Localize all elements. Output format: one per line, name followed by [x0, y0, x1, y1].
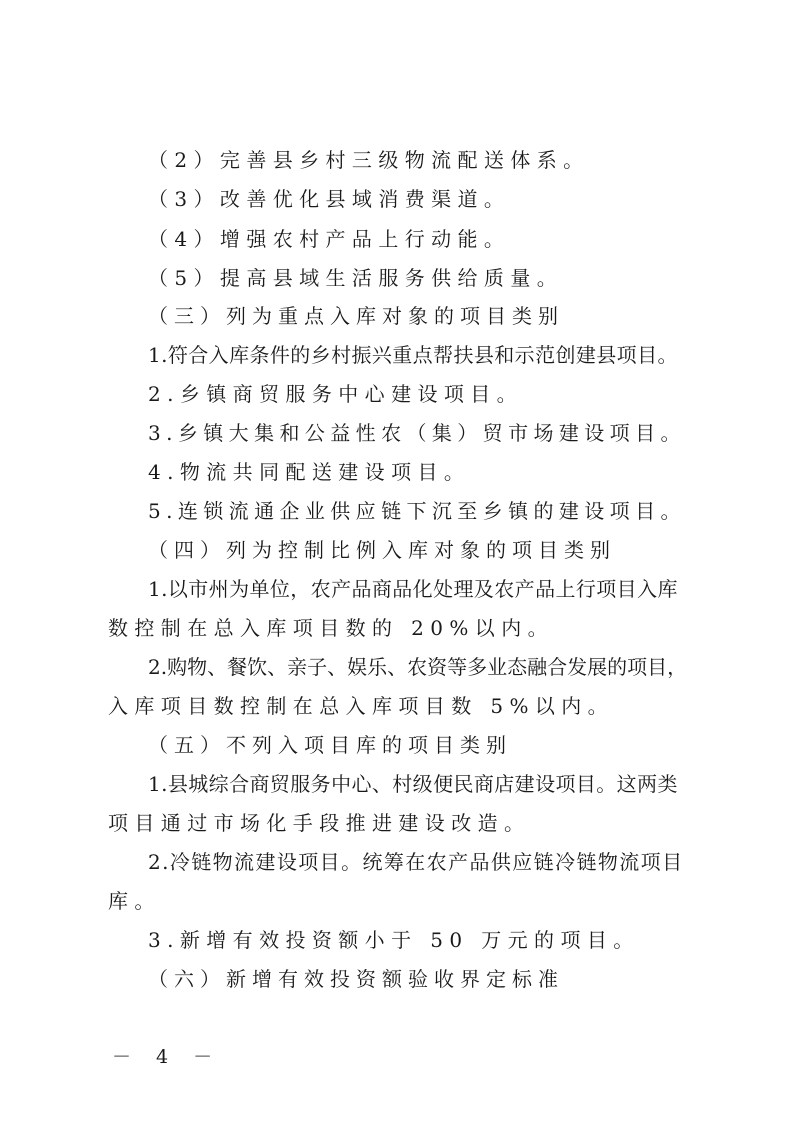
text-line: （2）完善县乡村三级物流配送体系。 [148, 148, 590, 172]
text-line: 1.符合入库条件的乡村振兴重点帮扶县和示范创建县项目。 [148, 343, 678, 367]
text-line: 数控制在总入库项目数的 20%以内。 [108, 616, 555, 640]
text-line: （4）增强农村产品上行动能。 [148, 227, 511, 251]
text-line: （5）提高县域生活服务供给质量。 [148, 266, 564, 290]
text-line: 2.购物、餐饮、亲子、娱乐、农资等多业态融合发展的项目， [148, 655, 688, 679]
text-line: 3.新增有效投资额小于 50 万元的项目。 [148, 928, 640, 952]
text-line: （3）改善优化县域消费渠道。 [148, 187, 511, 211]
text-line: 2.乡镇商贸服务中心建设项目。 [148, 382, 524, 406]
text-line: 1.以市州为单位，农产品商品化处理及农产品上行项目入库 [148, 577, 678, 601]
section-heading: （四）列为控制比例入库对象的项目类别 [148, 538, 616, 562]
page-number: － 4 － [112, 1046, 222, 1068]
text-line: 3.乡镇大集和公益性农（集）贸市场建设项目。 [148, 421, 686, 445]
section-heading: （六）新增有效投资额验收界定标准 [148, 967, 564, 991]
text-line: 库。 [108, 889, 161, 913]
text-line: 项目通过市场化手段推进建设改造。 [108, 811, 531, 835]
text-line: 2.冷链物流建设项目。统筹在农产品供应链冷链物流项目 [148, 850, 684, 874]
text-line: 1.县城综合商贸服务中心、村级便民商店建设项目。这两类 [148, 772, 678, 796]
text-line: 入库项目数控制在总入库项目数 5%以内。 [108, 694, 615, 718]
section-heading: （五）不列入项目库的项目类别 [148, 733, 512, 757]
text-line: 5.连锁流通企业供应链下沉至乡镇的建设项目。 [148, 499, 686, 523]
text-line: 4.物流共同配送建设项目。 [148, 460, 471, 484]
section-heading: （三）列为重点入库对象的项目类别 [148, 304, 564, 328]
